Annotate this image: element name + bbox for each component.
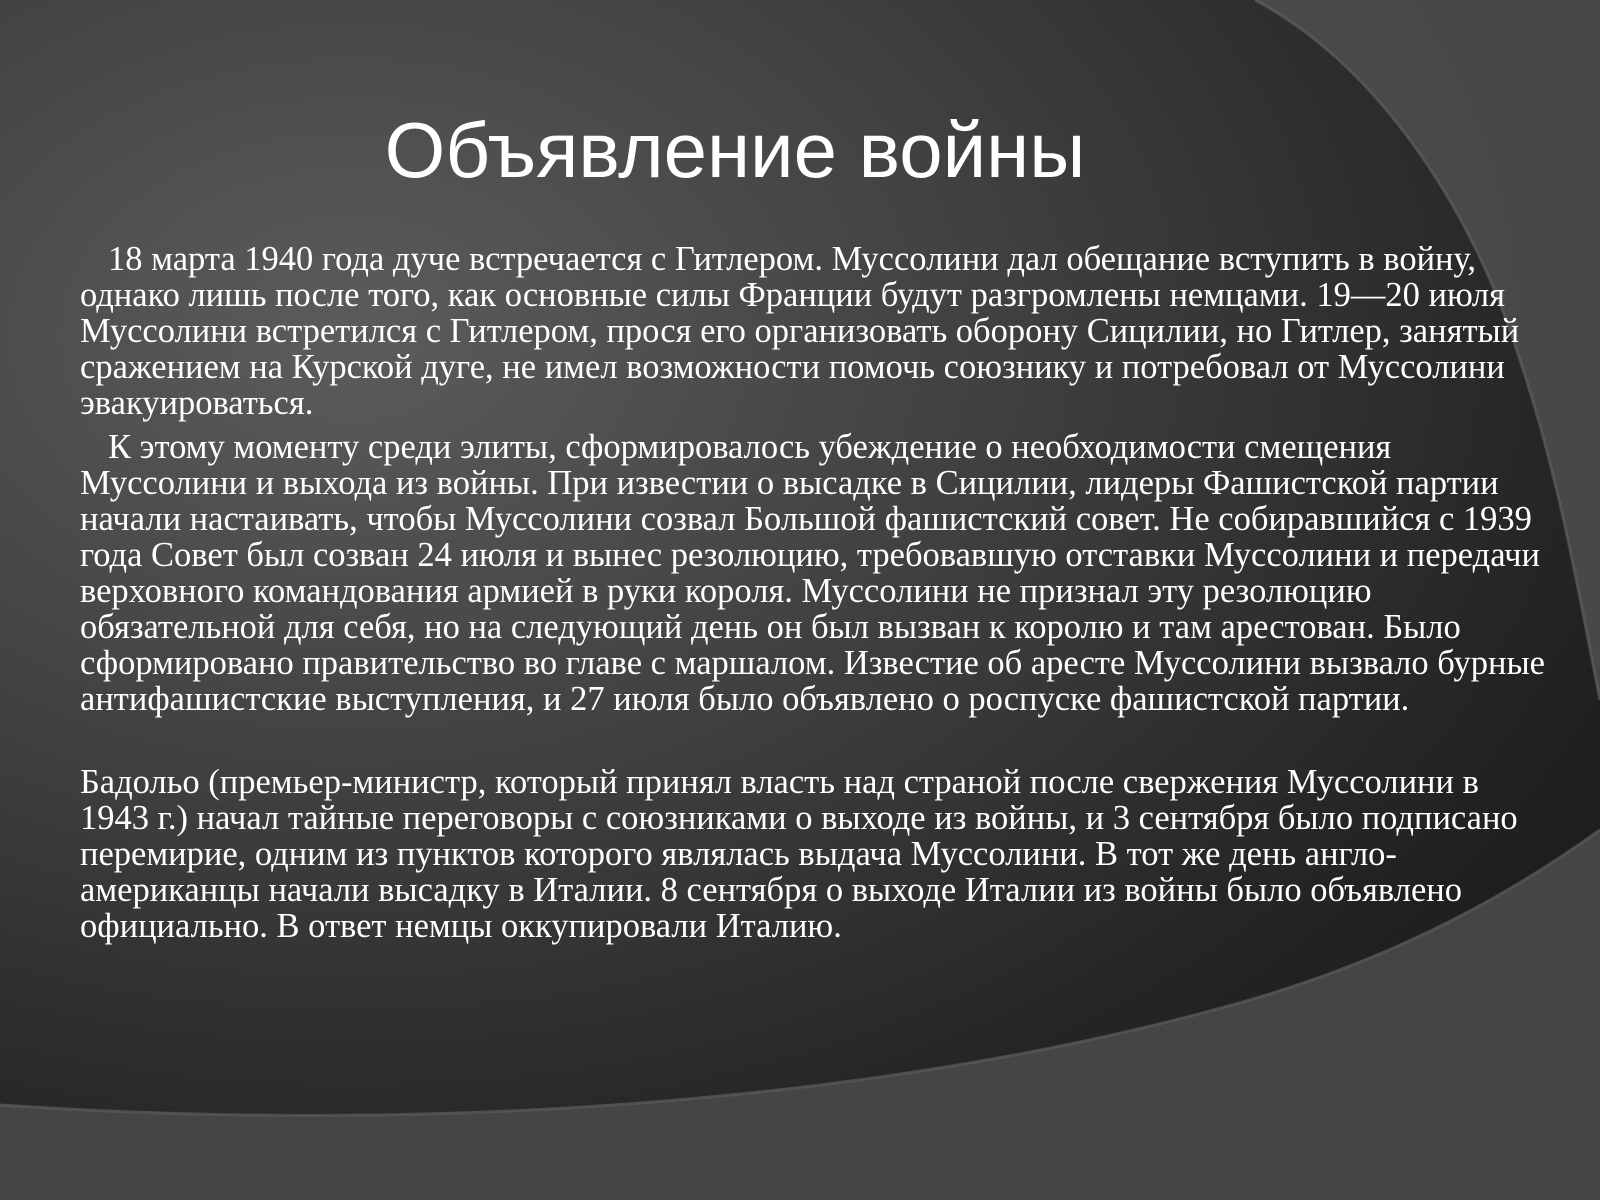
body-paragraph: 18 марта 1940 года дуче встречается с Гитлером. Муссолини дал обещание вступить в войну, однако лишь после того, как основные силы Франции будут разгромлены немцами. 19—20 июля Муссолини встретился с Гитлером, прося его организовать оборону Сицилии, но Гитлер, занятый сражением на Курской дуге, не имел возможности помочь союзнику и потребовал от Муссолини эвакуироваться.: [80, 240, 1520, 422]
body-paragraph: К этому моменту среди элиты, сформировалось убеждение о необходимости смещения Муссолини и выхода из войны. При известии о высадке в Сицилии, лидеры Фашистской партии начали настаивать, чтобы Муссолини созвал Большой фашистский совет. Не собиравшийся с 1939 года Совет был созван 24 июля и вынес резолюцию, требовавшую отставки Муссолини и передачи верховного командования армией в руки короля. Муссолини не признал эту резолюцию обязательной для себя, но на следующий день он был вызван к королю и там арестован. Было сформировано правительство во главе с маршалом. Известие об аресте Муссолини вызвало бурные антифашистские выступления, и 27 июля было объявлено о роспуске фашистской партии.: [80, 428, 1545, 718]
slide-body: [80, 241, 1550, 952]
slide-title: Объявление войны: [384, 106, 1086, 194]
body-paragraph: Бадольо (премьер-министр, который принял власть над страной после свержения Муссолини в 1943 г.) начал тайные переговоры с союзниками о выходе из войны, и 3 сентября было подписано перемирие, одним из пунктов которого являлась выдача Муссолини. В тот же день англо-американцы начали высадку в Италии. 8 сентября о выходе Италии из войны было объявлено официально. В ответ немцы оккупировали Италию.: [80, 763, 1518, 945]
